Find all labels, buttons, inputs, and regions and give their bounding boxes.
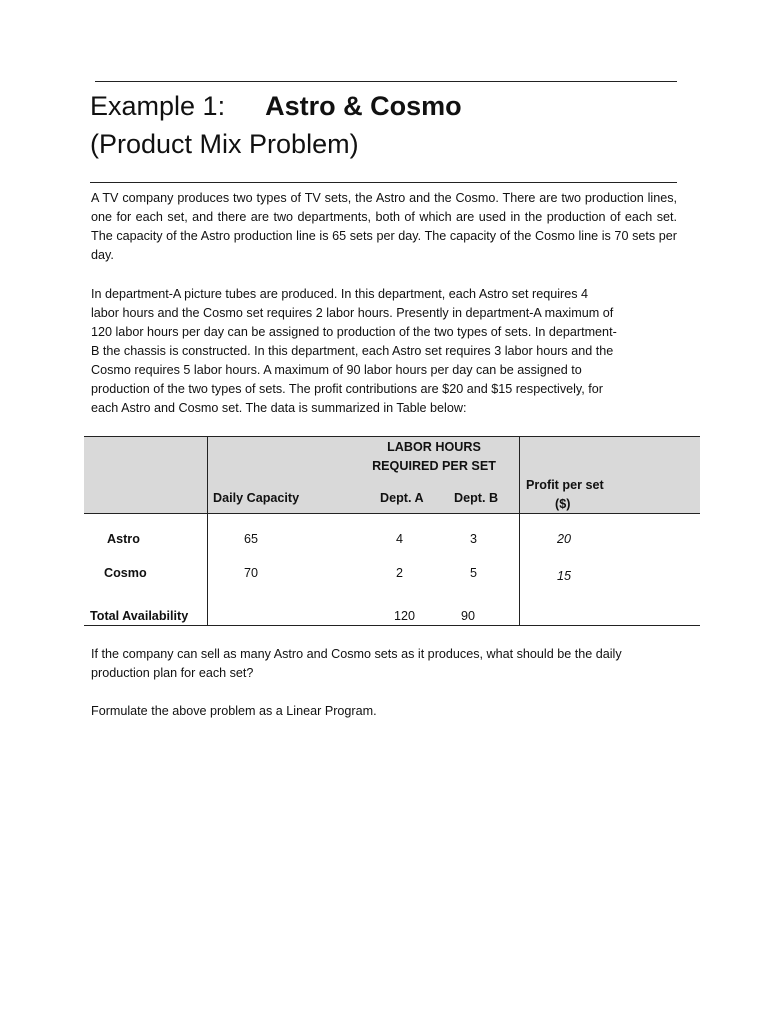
department-paragraph-line: Cosmo requires 5 labor hours. A maximum of 90 labor hours per day can be assigned to	[91, 363, 582, 377]
department-paragraph-line: each Astro and Cosmo set. The data is summarized in Table below:	[91, 401, 467, 415]
row-astro-profit: 20	[557, 532, 572, 546]
row-cosmo-profit: 15	[557, 569, 572, 583]
question-paragraph	[91, 645, 677, 683]
total-dept-a: 120	[394, 609, 416, 623]
data-table	[84, 436, 700, 626]
total-availability-label: Total Availability	[90, 609, 189, 623]
row-cosmo-capacity: 70	[244, 566, 259, 580]
title-name: Astro & Cosmo	[265, 91, 462, 121]
department-paragraph-line: In department-A picture tubes are produced. In this department, each Astro set requires 4	[91, 287, 589, 301]
header-required-per-set: REQUIRED PER SET	[372, 459, 496, 473]
row-cosmo-dept-b: 5	[470, 566, 478, 580]
department-paragraph-line: production of the two types of sets. The profit contributions are $20 and $15 respectively, for	[91, 382, 603, 396]
header-profit-per-set: Profit per set	[526, 478, 604, 492]
row-astro-capacity: 65	[244, 532, 259, 546]
page-subtitle: (Product Mix Problem)	[90, 129, 359, 159]
table-border-bottom	[84, 625, 700, 626]
title-rule	[90, 182, 677, 183]
row-cosmo-label: Cosmo	[104, 566, 147, 580]
department-paragraph-line: 120 labor hours per day can be assigned to production of the two types of sets. In department-	[91, 325, 617, 339]
table-header-divider	[84, 513, 700, 514]
question-paragraph-line: production plan for each set?	[91, 666, 254, 680]
instruction-paragraph: Formulate the above problem as a Linear Program.	[91, 704, 377, 718]
question-paragraph-line: If the company can sell as many Astro and Cosmo sets as it produces, what should be the daily	[91, 647, 622, 661]
title-prefix: Example 1:	[90, 91, 226, 121]
header-dept-a: Dept. A	[380, 491, 424, 505]
table-column-divider	[207, 436, 208, 626]
department-paragraph-line: labor hours and the Cosmo set requires 2 labor hours. Presently in department-A maximum of	[91, 306, 614, 320]
page-title	[90, 88, 462, 124]
header-profit-unit: ($)	[555, 497, 571, 511]
row-astro-dept-b: 3	[470, 532, 478, 546]
row-astro-dept-a: 4	[396, 532, 404, 546]
row-astro-label: Astro	[107, 532, 140, 546]
header-labor-hours: LABOR HOURS	[387, 440, 481, 454]
department-paragraph	[91, 285, 677, 418]
header-daily-capacity: Daily Capacity	[213, 491, 300, 505]
intro-paragraph: A TV company produces two types of TV sets, the Astro and the Cosmo. There are two production lines, one for each set, and there are two departments, both of which are used in the production of each set. The capacity of the Astro production line is 65 sets per day. The capacity of the Cosmo line is 70 sets per day.	[91, 191, 677, 262]
header-dept-b: Dept. B	[454, 491, 499, 505]
table-border-top	[84, 436, 700, 437]
row-cosmo-dept-a: 2	[396, 566, 404, 580]
department-paragraph-line: B the chassis is constructed. In this department, each Astro set requires 3 labor hours and the	[91, 344, 614, 358]
table-column-divider	[519, 436, 520, 626]
top-rule	[95, 81, 677, 82]
total-dept-b: 90	[461, 609, 476, 623]
